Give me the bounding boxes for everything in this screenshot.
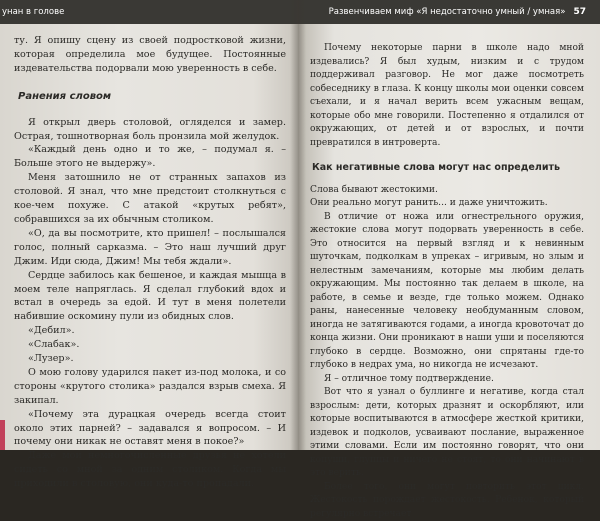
right-page (298, 0, 600, 450)
left-paragraph: «О, да вы посмотрите, кто пришел! – послышался голос, полный сарказма. – Это наш лучший друг Джим. Иди сюда, Джим! Мы тебя ждали». (14, 227, 286, 269)
left-page-body (14, 34, 286, 491)
right-page-body (310, 42, 584, 521)
left-paragraph: «Каждый день одно и то же, – подумал я. – Больше этого не выдержу». (14, 143, 286, 171)
left-paragraph: Меня затошнило не от странных запахов из столовой. Я знал, что мне предстоит столкнуться с кое-чем похуже. С атакой «крутых ребят», собравшихся за их обычным столиком. (14, 171, 286, 227)
left-paragraph: «Слабак». (14, 338, 286, 352)
left-header-text: унан в голове (0, 7, 64, 17)
left-paragraph: «Почему эта дурацкая очередь всегда стоит около этих парней? – задавался я вопросом. – И почему они никак не оставят меня в покое?» (14, 408, 286, 450)
right-header-text: Развенчиваем миф «Я недостаточно умный / умная» (329, 7, 566, 17)
left-paragraph: Даже мои немногочисленные друзья не хотели сидеть со мной за одним столиком. Когда мы приходили в столовую, они куда-то пропадали. (14, 449, 286, 491)
right-paragraph: Вот что я узнал о буллинге и негативе, когда стал взрослым: дети, которых дразнят и оскорбляют, или которые воспитываются в атмосфере жесткой критики, издевок и подколов, усваивают послание, выраженное этими словами. Если им постоянно говорят, что они копуши, глупцы и ничего не стоят, то они начинают в это верить. (310, 386, 584, 481)
page-number: 57 (573, 7, 586, 17)
section-title-negative-words: Как негативные слова могут нас определить (312, 161, 584, 175)
left-paragraph: Я открыл дверь столовой, огляделся и замер. Острая, тошнотворная боль пронзила мой желудок. (14, 116, 286, 144)
left-running-header (0, 0, 298, 24)
left-paragraph: «Лузер». (14, 352, 286, 366)
right-paragraph: Почему некоторые парни в школе надо мной издевались? Я был худым, низким и с трудом поддерживал разговор. Не мог даже посмотреть собеседнику в глаза. К концу школы мои оценки совсем съехали, и я начал верить всем ужасным вещам, которые обо мне говорили. Постепенно я отдалился от окружающих, от детей и от взрослых, и почти превратился в интроверта. (310, 42, 584, 150)
right-paragraph: Я – отличное тому подтверждение. (310, 373, 584, 387)
right-running-header (298, 0, 600, 24)
book-gutter-shadow (290, 0, 306, 450)
section-title-wounds: Ранения словом (18, 90, 286, 104)
left-paragraph: О мою голову ударился пакет из-под молока, и со стороны «крутого столика» раздался взрыв смеха. Я закипал. (14, 366, 286, 408)
right-paragraph: В отличие от ножа или огнестрельного оружия, жестокие слова могут подорвать уверенность в себе. Это относится на первый взгляд и к невинным шуточкам, подколкам в упреках – игривым, но злым и нелестным замечаниям, которые мы любим делать окружающим. Мы постоянно так делаем в школе, на работе, в семье и везде, где только можем. Однако раны, нанесенные человеку необдуманным словом, иногда не затягиваются годами, а иногда кровоточат до конца жизни. Они проникают в наши уши и поселяются глубоко в сердце. Возможно, они спрятаны где-то глубоко в недрах ума, но никогда не исчезают. (310, 211, 584, 373)
pink-edge-marker (0, 420, 5, 450)
left-paragraph: Сердце забилось как бешеное, и каждая мышца в моем теле напряглась. Я сделал глубокий вдох и встал в очередь за едой. И тут в меня полетели набившие оскомину пули из обидных слов. (14, 269, 286, 325)
right-paragraph: Более того, они могут повторить этот цикл. Жестокость порождает жестокость. Ребенок, который регулярно встречает (310, 481, 584, 521)
left-page (0, 0, 298, 450)
left-paragraph: ту. Я опишу сцену из своей подростковой жизни, которая определила мое будущее. Постоянные издевательства подорвали мою уверенность в себе. (14, 34, 286, 76)
lead-line: Они реально могут ранить... и даже уничтожить. (310, 197, 584, 211)
left-paragraph: «Дебил». (14, 324, 286, 338)
lead-line: Слова бывают жестокими. (310, 184, 584, 198)
